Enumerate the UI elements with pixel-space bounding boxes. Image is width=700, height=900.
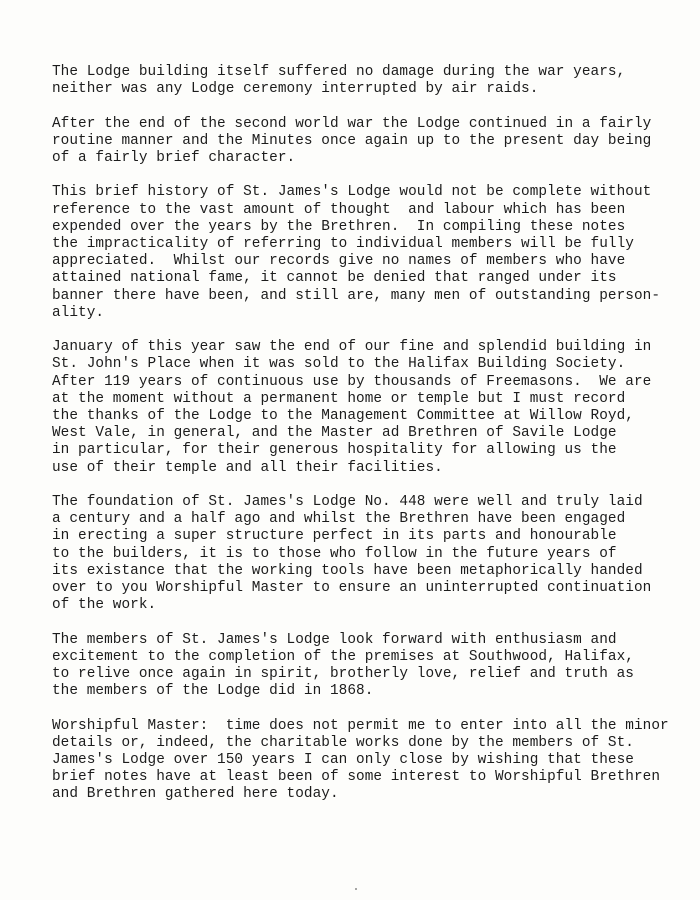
text-line: use of their temple and all their facilities. [52, 459, 443, 476]
text-line: attained national fame, it cannot be denied that ranged under its [52, 270, 617, 287]
paragraph [52, 632, 672, 701]
text-line: After the end of the second world war the Lodge continued in a fairly [52, 115, 652, 132]
paragraph [52, 718, 672, 804]
text-line: a century and a half ago and whilst the Brethren have been engaged [52, 511, 626, 528]
text-line: The Lodge building itself suffered no damage during the war years, [52, 64, 626, 80]
text-line: brief notes have at least been of some interest to Worshipful Brethren [52, 769, 661, 786]
text-line: ality. [52, 304, 105, 321]
text-line: banner there have been, and still are, many men of outstanding person- [52, 287, 661, 304]
text-line: the impracticality of referring to individual members will be fully [52, 236, 634, 252]
text-line: the thanks of the Lodge to the Management Committee at Willow Royd, [52, 408, 634, 425]
text-line: of a fairly brief character. [52, 150, 296, 166]
text-line: January of this year saw the end of our fine and splendid building in [52, 339, 652, 356]
document-body [52, 64, 672, 821]
text-line: The foundation of St. James's Lodge No. 448 were well and truly laid [52, 494, 643, 511]
text-line: After 119 years of continuous use by thousands of Freemasons. We are [52, 373, 652, 390]
text-line: in particular, for their generous hospitality for allowing us the [52, 442, 617, 459]
paragraph [52, 494, 672, 614]
text-line: to the builders, it is to those who follow in the future years of [52, 545, 617, 562]
text-line: over to you Worshipful Master to ensure an uninterrupted continuation [52, 580, 652, 597]
text-line: reference to the vast amount of thought and labour which has been [52, 201, 626, 218]
text-line: the members of the Lodge did in 1868. [52, 683, 374, 700]
text-line: The members of St. James's Lodge look forward with enthusiasm and [52, 631, 617, 648]
text-line: expended over the years by the Brethren. In compiling these notes [52, 218, 626, 235]
text-line: appreciated. Whilst our records give no names of members who have [52, 253, 626, 270]
text-line: excitement to the completion of the premises at Southwood, Halifax, [52, 648, 634, 665]
text-line: This brief history of St. James's Lodge would not be complete without [52, 184, 652, 201]
text-line: its existance that the working tools have been metaphorically handed [52, 562, 643, 579]
text-line: to relive once again in spirit, brotherly love, relief and truth as [52, 666, 634, 683]
paragraph [52, 116, 672, 168]
text-line: and Brethren gathered here today. [52, 786, 339, 803]
text-line: routine manner and the Minutes once again up to the present day being [52, 132, 652, 149]
paragraph [52, 64, 672, 98]
text-line: St. John's Place when it was sold to the Halifax Building Society. [52, 356, 626, 373]
text-line: Worshipful Master: time does not permit me to enter into all the minor [52, 717, 669, 734]
text-line: at the moment without a permanent home or temple but I must record [52, 390, 626, 407]
text-line: West Vale, in general, and the Master ad Brethren of Savile Lodge [52, 425, 617, 442]
text-line: of the work. [52, 597, 157, 614]
text-line: details or, indeed, the charitable works done by the members of St. [52, 734, 634, 751]
paragraph [52, 339, 672, 477]
text-line: neither was any Lodge ceremony interrupted by air raids. [52, 81, 539, 98]
text-line: James's Lodge over 150 years I can only close by wishing that these [52, 752, 634, 769]
text-line: in erecting a super structure perfect in its parts and honourable [52, 528, 617, 545]
paragraph [52, 184, 672, 322]
scan-speck [355, 888, 357, 890]
